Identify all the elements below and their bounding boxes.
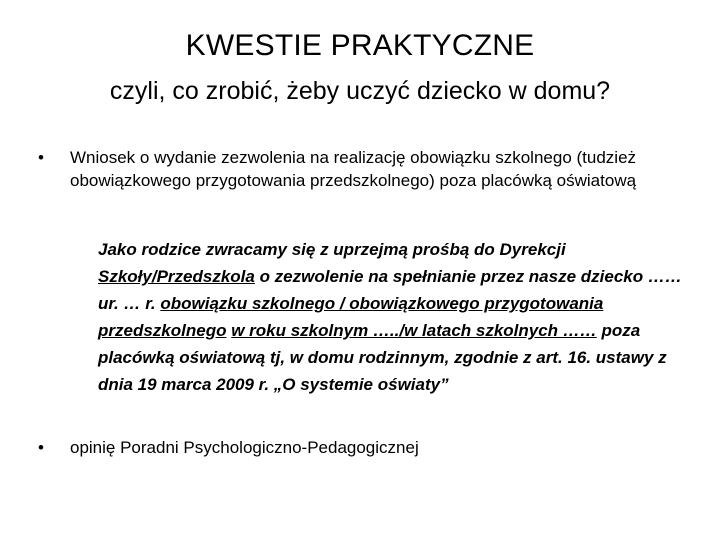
bullet-item-application bbox=[38, 146, 688, 192]
quote-underlined-text: Szkoły/Przedszkola bbox=[98, 267, 255, 286]
bullet-icon: • bbox=[38, 148, 44, 167]
quote-underlined-text: w roku szkolnym …../w latach szkolnych …… bbox=[231, 321, 597, 340]
quote-underlined-text: obowiązku szkolnego / obowiązkowego przygotowania przedszkolnego bbox=[98, 294, 604, 340]
quote-text: o zezwolenie na spełnianie przez nasze dziecko …… ur. … r. bbox=[98, 267, 682, 313]
bullet-text: Wniosek o wydanie zezwolenia na realizację obowiązku szkolnego (tudzież obowiązkowego przygotowania przedszkolnego) poza placówką oświatową bbox=[70, 148, 637, 190]
bullet-item-opinion bbox=[38, 436, 688, 459]
request-quote bbox=[98, 236, 698, 398]
quote-text: poza placówką oświatową tj, w domu rodzinnym, zgodnie z art. 16. ustawy z dnia 19 marca 2009 r. „O systemie oświaty” bbox=[98, 321, 667, 394]
bullet-icon: • bbox=[38, 438, 44, 457]
slide-title: KWESTIE PRAKTYCZNE bbox=[185, 29, 535, 62]
bullet-text: opinię Poradni Psychologiczno-Pedagogicznej bbox=[70, 438, 419, 457]
slide-subtitle: czyli, co zrobić, żeby uczyć dziecko w domu? bbox=[109, 77, 611, 105]
quote-text: Jako rodzice zwracamy się z uprzejmą prośbą do Dyrekcji bbox=[98, 240, 566, 259]
